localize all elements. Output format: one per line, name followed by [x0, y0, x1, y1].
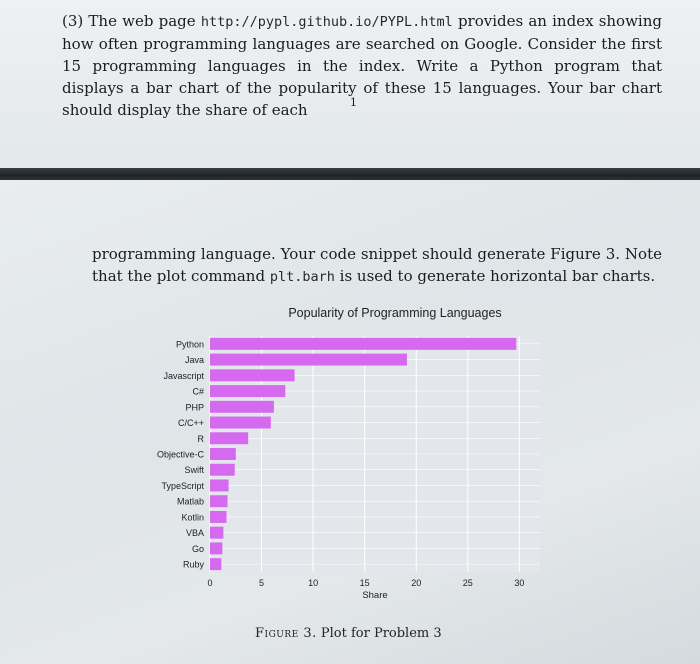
bar-vba: [210, 527, 223, 539]
page-number: 1: [350, 96, 357, 109]
x-tick-label: 15: [359, 578, 370, 588]
figure-chart: [140, 306, 560, 606]
x-tick-label: 30: [514, 578, 525, 588]
y-tick-label: PHP: [185, 402, 204, 413]
bar-chart: [140, 306, 560, 606]
y-tick-label: Java: [184, 355, 204, 366]
page-divider: [0, 168, 700, 180]
x-tick-label: 25: [462, 578, 473, 588]
figure-label: Figure 3.: [255, 626, 317, 641]
figure-caption: [255, 626, 442, 641]
bar-ruby: [210, 558, 221, 570]
continuation-text-2: is used to generate horizontal bar charts.: [339, 267, 656, 285]
y-tick-label: Swift: [184, 465, 204, 476]
figure-caption-text: Plot for Problem 3: [320, 626, 442, 641]
y-tick-label: Ruby: [182, 559, 204, 570]
bar-kotlin: [210, 511, 227, 523]
bar-matlab: [210, 495, 228, 507]
problem-paragraph: [62, 10, 662, 121]
y-tick-label: Matlab: [176, 496, 204, 507]
x-tick-label: 5: [259, 578, 265, 588]
x-tick-label: 10: [308, 578, 319, 588]
y-tick-label: Kotlin: [181, 512, 204, 523]
y-tick-label: R: [197, 433, 204, 444]
bar-java: [210, 354, 407, 366]
y-tick-label: C#: [192, 386, 204, 397]
chart-title: Popularity of Programming Languages: [288, 306, 502, 320]
y-tick-label: Objective-C: [156, 449, 204, 460]
x-tick-label: 0: [207, 578, 213, 588]
bar-typescript: [210, 479, 229, 491]
bar-python: [210, 338, 516, 350]
problem-text-1: The web page: [88, 12, 196, 30]
bar-swift: [210, 464, 235, 476]
y-tick-label: C/C++: [177, 418, 204, 429]
y-tick-label: Python: [175, 339, 204, 350]
x-tick-label: 20: [411, 578, 422, 588]
bar-php: [210, 401, 274, 413]
continuation-text-1: programming language. Your code snippet should generate Figure 3. Note that the plot command: [92, 245, 662, 285]
y-tick-label: Javascript: [163, 370, 204, 381]
bar-c-: [210, 385, 285, 397]
continuation-paragraph: [92, 243, 662, 288]
y-tick-label: Go: [191, 543, 204, 554]
x-axis-label: Share: [362, 590, 388, 601]
y-tick-label: VBA: [185, 528, 204, 539]
problem-number: (3): [62, 12, 84, 30]
bar-objective-c: [210, 448, 236, 460]
bar-r: [210, 432, 248, 444]
bar-c-c-: [210, 417, 271, 429]
y-tick-label: TypeScript: [161, 480, 204, 491]
code-snippet: plt.barh: [269, 269, 335, 285]
bar-go: [210, 542, 222, 554]
problem-url[interactable]: http://pypl.github.io/PYPL.html: [200, 14, 453, 30]
problem-text-2: provides an index showing how often programming languages are searched on Google. Consider the first 15 programming languages in the index. Write a Python program that displays a bar chart of the popularity of these 15 languages. Your bar chart should display the share of each: [62, 12, 662, 119]
bar-javascript: [210, 369, 295, 381]
